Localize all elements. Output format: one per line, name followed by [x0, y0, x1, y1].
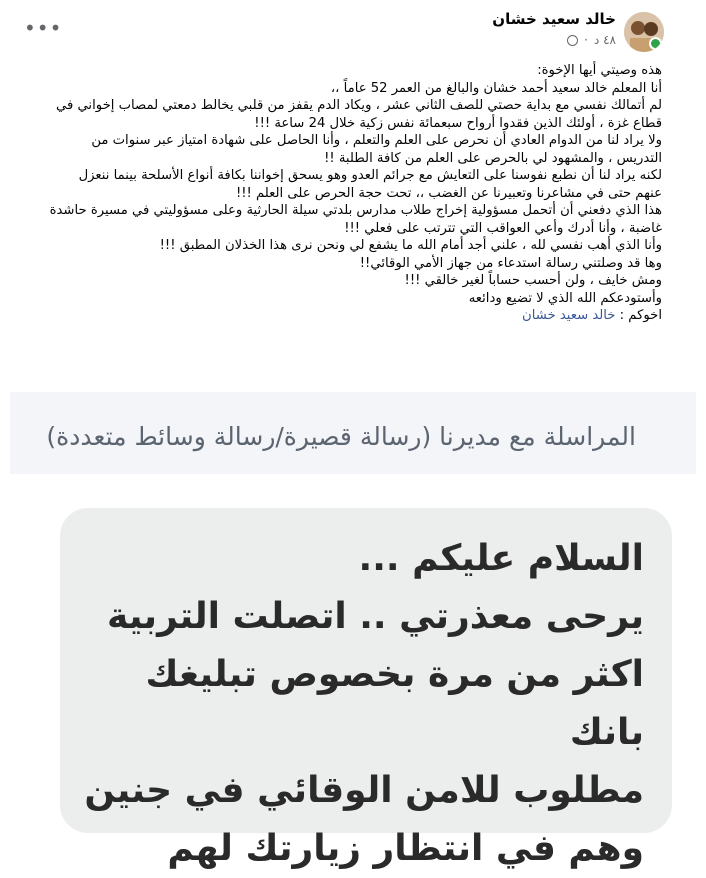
messaging-banner: [10, 392, 696, 474]
online-status-dot: [649, 37, 662, 50]
message-line: السلام عليكم ...: [358, 538, 644, 579]
post-timestamp[interactable]: ٤٨ د: [593, 33, 616, 47]
globe-privacy-icon[interactable]: [567, 35, 578, 46]
separator-dot: ·: [584, 33, 588, 47]
author-avatar[interactable]: [624, 12, 664, 52]
post-meta: [567, 33, 616, 47]
signature-prefix: اخوكم :: [619, 308, 662, 323]
post-line: قطاع غزة ، أولئك الذين فقدوا أرواح سبعمائة نفس زكية خلال 24 ساعة !!!: [254, 115, 662, 131]
message-line: مطلوب للامن الوقائي في جنين: [84, 770, 644, 811]
message-line: اكثر من مرة بخصوص تبليغك بانك: [145, 654, 644, 753]
post-line: وأنا الذي أهب نفسي لله ، علني أجد أمام الله ما يشفع لي ونحن نرى هذا الخذلان المطبق !!!: [159, 238, 662, 253]
post-line: لم أتمالك نفسي مع بداية حصتي للصف الثاني عشر ، ويكاد الدم يقفز من قلبي يخالط دمعتي لمصاب إخواني في: [55, 98, 662, 113]
post-line: التدريس ، والمشهود لي بالحرص على العلم من كافة الطلبة !!: [324, 150, 662, 166]
post-signature: [12, 307, 662, 325]
message-line: يرحى معذرتي .. اتصلت التربية: [107, 596, 644, 637]
author-profile-link[interactable]: خالد سعيد خشان: [522, 308, 616, 323]
post-body: [12, 62, 662, 325]
facebook-post: [0, 0, 684, 372]
post-line: ولا يراد لنا من الدوام العادي أن نحرص على العلم والتعلم ، وأنا الحاصل على شهادة امتياز عبر سنوات من: [91, 133, 662, 148]
sms-message-bubble: [60, 508, 672, 869]
post-line: أنا المعلم خالد سعيد أحمد خشان والبالغ من العمر 52 عاماً ،،: [330, 80, 662, 96]
more-options-button[interactable]: •••: [24, 16, 63, 40]
post-line: وأستودعكم الله الذي لا تضيع ودائعه: [468, 290, 662, 306]
message-line: وهم في انتظار زيارتك لهم: [167, 828, 644, 869]
post-line: عنهم حتى في مشاعرنا وتعبيرنا عن الغضب ،، تحت حجة الحرص على العلم !!!: [235, 185, 662, 201]
post-line: وها قد وصلتني رسالة استدعاء من جهاز الأمي الوقائي!!: [359, 255, 662, 271]
sms-message-text: [60, 530, 644, 878]
post-line: غاضبة ، وأنا أدرك وأعي العواقب التي تترتب على فعلي !!!: [344, 220, 662, 236]
post-line: هذا الذي دفعني أن أتحمل مسؤولية إخراج طلاب مدارس بلدتي سيلة الحارثية وعلى مسؤوليتي في مسيرة حاشدة: [49, 203, 662, 218]
post-author-name[interactable]: خالد سعيد خشان: [492, 10, 616, 28]
section-divider: [0, 372, 706, 386]
post-line: هذه وصيتي أيها الإخوة:: [537, 63, 662, 78]
post-line: ومش خايف ، ولن أحسب حساباً لغير خالقي !!!: [404, 273, 662, 288]
banner-title: المراسلة مع مديرنا (رسالة قصيرة/رسالة وسائط متعددة): [46, 422, 636, 451]
post-line: لكنه يراد لنا أن نطبع نفوسنا على التعايش مع جرائم العدو وهو يسحق إخواننا بكافة أنواع الأسلحة بينما ننعزل: [78, 168, 662, 183]
